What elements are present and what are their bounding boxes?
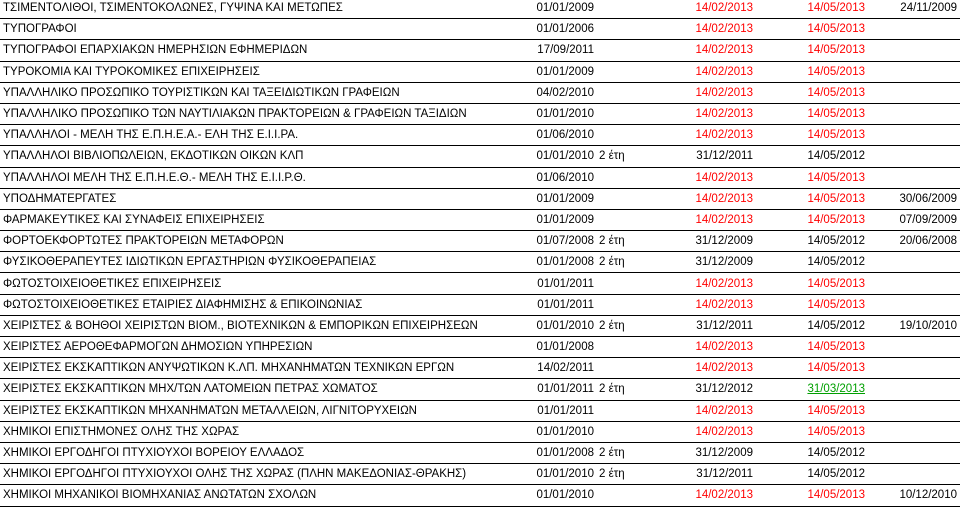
start-date-cell: 01/01/2011 [528, 400, 597, 421]
start-date-cell: 01/01/2011 [528, 273, 597, 294]
start-date-cell: 01/06/2010 [528, 167, 597, 188]
signing-date-cell [868, 19, 960, 40]
duration-cell [597, 125, 639, 146]
expiry-date-cell: 31/12/2011 [639, 146, 756, 167]
signing-date-cell: 07/09/2009 [868, 209, 960, 230]
expiry-date-cell: 31/12/2011 [639, 464, 756, 485]
duration-cell: 2 έτη [597, 464, 639, 485]
start-date-cell: 04/02/2010 [528, 82, 597, 103]
sector-name-cell: ΧΕΙΡΙΣΤΕΣ ΑΕΡΟΘΕΦΑΡΜΟΓΩΝ ΔΗΜΟΣΙΩΝ ΥΠΗΡΕΣΙΩΝ [0, 337, 528, 358]
sector-name-cell: ΧΕΙΡΙΣΤΕΣ ΕΚΣΚΑΠΤΙΚΩΝ ΑΝΥΨΩΤΙΚΩΝ Κ.ΛΠ. ΜΗΧΑΝΗΜΑΤΩΝ ΤΕΧΝΙΚΩΝ ΕΡΓΩΝ [0, 358, 528, 379]
start-date-cell: 01/01/2011 [528, 294, 597, 315]
table-row [0, 337, 960, 358]
start-date-cell: 01/01/2009 [528, 209, 597, 230]
deadline-date-cell: 14/05/2013 [756, 167, 868, 188]
duration-cell [597, 421, 639, 442]
expiry-date-cell: 14/02/2013 [639, 421, 756, 442]
duration-cell [597, 294, 639, 315]
deadline-date-cell: 14/05/2013 [756, 358, 868, 379]
table-row [0, 125, 960, 146]
signing-date-cell [868, 82, 960, 103]
signing-date-cell [868, 442, 960, 463]
duration-cell: 2 έτη [597, 442, 639, 463]
duration-cell: 2 έτη [597, 231, 639, 252]
signing-date-cell [868, 125, 960, 146]
sector-name-cell: ΤΥΠΟΓΡΑΦΟΙ ΕΠΑΡΧΙΑΚΩΝ ΗΜΕΡΗΣΙΩΝ ΕΦΗΜΕΡΙΔΩΝ [0, 40, 528, 61]
sector-name-cell: ΥΠΑΛΛΗΛΟΙ - ΜΕΛΗ ΤΗΣ Ε.Π.Η.Ε.Α.- ΕΛΗ ΤΗΣ Ε.Ι.Ι.ΡΑ. [0, 125, 528, 146]
signing-date-cell [868, 103, 960, 124]
signing-date-cell: 24/11/2009 [868, 0, 960, 19]
start-date-cell: 01/01/2006 [528, 19, 597, 40]
expiry-date-cell: 14/02/2013 [639, 400, 756, 421]
expiry-date-cell: 14/02/2013 [639, 103, 756, 124]
signing-date-cell [868, 358, 960, 379]
duration-cell: 2 έτη [597, 146, 639, 167]
duration-cell [597, 188, 639, 209]
expiry-date-cell: 31/12/2012 [639, 379, 756, 400]
table-row [0, 379, 960, 400]
deadline-date-cell: 14/05/2013 [756, 103, 868, 124]
table-row [0, 188, 960, 209]
start-date-cell: 01/07/2008 [528, 231, 597, 252]
expiry-date-cell: 14/02/2013 [639, 167, 756, 188]
deadline-date-cell: 14/05/2013 [756, 209, 868, 230]
table-row [0, 273, 960, 294]
sector-name-cell: ΥΠΟΔΗΜΑΤΕΡΓΑΤΕΣ [0, 188, 528, 209]
expiry-date-cell: 14/02/2013 [639, 485, 756, 506]
sector-name-cell: ΧΕΙΡΙΣΤΕΣ ΕΚΣΚΑΠΤΙΚΩΝ ΜΗΧΑΝΗΜΑΤΩΝ ΜΕΤΑΛΛΕΙΩΝ, ΛΙΓΝΙΤΟΡΥΧΕΙΩΝ [0, 400, 528, 421]
table-row [0, 209, 960, 230]
expiry-date-cell: 14/02/2013 [639, 61, 756, 82]
expiry-date-cell: 14/02/2013 [639, 209, 756, 230]
table-row [0, 19, 960, 40]
sector-name-cell: ΥΠΑΛΛΗΛΙΚΟ ΠΡΟΣΩΠΙΚΟ ΤΩΝ ΝΑΥΤΙΛΙΑΚΩΝ ΠΡΑΚΤΟΡΕΙΩΝ & ΓΡΑΦΕΙΩΝ ΤΑΞΙΔΙΩΝ [0, 103, 528, 124]
deadline-date-cell: 31/03/2013 [756, 379, 868, 400]
expiry-date-cell: 31/12/2009 [639, 231, 756, 252]
sector-name-cell: ΤΥΠΟΓΡΑΦΟΙ [0, 19, 528, 40]
deadline-date-cell: 14/05/2012 [756, 146, 868, 167]
start-date-cell: 01/01/2009 [528, 61, 597, 82]
table-row [0, 103, 960, 124]
duration-cell [597, 61, 639, 82]
signing-date-cell [868, 252, 960, 273]
signing-date-cell [868, 464, 960, 485]
sector-name-cell: ΤΥΡΟΚΟΜΙΑ ΚΑΙ ΤΥΡΟΚΟΜΙΚΕΣ ΕΠΙΧΕΙΡΗΣΕΙΣ [0, 61, 528, 82]
deadline-date-cell: 14/05/2013 [756, 40, 868, 61]
sector-name-cell: ΧΕΙΡΙΣΤΕΣ ΕΚΣΚΑΠΤΙΚΩΝ ΜΗΧ/ΤΩΝ ΛΑΤΟΜΕΙΩΝ ΠΕΤΡΑΣ ΧΩΜΑΤΟΣ [0, 379, 528, 400]
sector-name-cell: ΦΩΤΟΣΤΟΙΧΕΙΟΘΕΤΙΚΕΣ ΕΤΑΙΡΙΕΣ ΔΙΑΦΗΜΙΣΗΣ & ΕΠΙΚΟΙΝΩΝΙΑΣ [0, 294, 528, 315]
signing-date-cell: 30/06/2009 [868, 188, 960, 209]
table-row [0, 231, 960, 252]
start-date-cell: 14/02/2011 [528, 358, 597, 379]
start-date-cell: 01/01/2008 [528, 252, 597, 273]
signing-date-cell [868, 61, 960, 82]
duration-cell [597, 40, 639, 61]
deadline-date-cell: 14/05/2013 [756, 294, 868, 315]
deadline-date-cell: 14/05/2012 [756, 442, 868, 463]
sector-name-cell: ΧΕΙΡΙΣΤΕΣ & ΒΟΗΘΟΙ ΧΕΙΡΙΣΤΩΝ ΒΙΟΜ., ΒΙΟΤΕΧΝΙΚΩΝ & ΕΜΠΟΡΙΚΩΝ ΕΠΙΧΕΙΡΗΣΕΩΝ [0, 315, 528, 336]
deadline-date-cell: 14/05/2013 [756, 273, 868, 294]
table-row [0, 167, 960, 188]
signing-date-cell [868, 167, 960, 188]
duration-cell [597, 358, 639, 379]
start-date-cell: 01/01/2011 [528, 379, 597, 400]
table-row [0, 464, 960, 485]
signing-date-cell [868, 273, 960, 294]
duration-cell: 2 έτη [597, 252, 639, 273]
deadline-date-cell: 14/05/2013 [756, 0, 868, 19]
start-date-cell: 01/01/2008 [528, 442, 597, 463]
signing-date-cell [868, 379, 960, 400]
sector-name-cell: ΧΗΜΙΚΟΙ ΕΡΓΟΔΗΓΟΙ ΠΤΥΧΙΟΥΧΟΙ ΒΟΡΕΙΟΥ ΕΛΛΑΔΟΣ [0, 442, 528, 463]
expiry-date-cell: 14/02/2013 [639, 40, 756, 61]
sector-name-cell: ΧΗΜΙΚΟΙ ΕΠΙΣΤΗΜΟΝΕΣ ΟΛΗΣ ΤΗΣ ΧΩΡΑΣ [0, 421, 528, 442]
duration-cell [597, 167, 639, 188]
signing-date-cell [868, 294, 960, 315]
sector-name-cell: ΦΩΤΟΣΤΟΙΧΕΙΟΘΕΤΙΚΕΣ ΕΠΙΧΕΙΡΗΣΕΙΣ [0, 273, 528, 294]
signing-date-cell: 19/10/2010 [868, 315, 960, 336]
sector-name-cell: ΧΗΜΙΚΟΙ ΜΗΧΑΝΙΚΟΙ ΒΙΟΜΗΧΑΝΙΑΣ ΑΝΩΤΑΤΩΝ ΣΧΟΛΩΝ [0, 485, 528, 506]
deadline-date-cell: 14/05/2013 [756, 188, 868, 209]
start-date-cell: 01/01/2010 [528, 103, 597, 124]
duration-cell [597, 103, 639, 124]
duration-cell [597, 273, 639, 294]
deadline-date-cell: 14/05/2013 [756, 485, 868, 506]
deadline-date-cell: 14/05/2013 [756, 19, 868, 40]
signing-date-cell [868, 40, 960, 61]
table-row [0, 40, 960, 61]
sector-name-cell: ΤΣΙΜΕΝΤΟΛΙΘΟΙ, ΤΣΙΜΕΝΤΟΚΟΛΩΝΕΣ, ΓΥΨΙΝΑ ΚΑΙ ΜΕΤΩΠΕΣ [0, 0, 528, 19]
table-row [0, 442, 960, 463]
sector-name-cell: ΦΑΡΜΑΚΕΥΤΙΚΕΣ ΚΑΙ ΣΥΝΑΦΕΙΣ ΕΠΙΧΕΙΡΗΣΕΙΣ [0, 209, 528, 230]
table-row [0, 315, 960, 336]
start-date-cell: 01/06/2010 [528, 125, 597, 146]
sector-name-cell: ΥΠΑΛΛΗΛΟΙ ΒΙΒΛΙΟΠΩΛΕΙΩΝ, ΕΚΔΟΤΙΚΩΝ ΟΙΚΩΝ ΚΛΠ [0, 146, 528, 167]
deadline-date-cell: 14/05/2012 [756, 464, 868, 485]
expiry-date-cell: 31/12/2009 [639, 442, 756, 463]
signing-date-cell [868, 400, 960, 421]
sector-name-cell: ΥΠΑΛΛΗΛΙΚΟ ΠΡΟΣΩΠΙΚΟ ΤΟΥΡΙΣΤΙΚΩΝ ΚΑΙ ΤΑΞΕΙΔΙΩΤΙΚΩΝ ΓΡΑΦΕΙΩΝ [0, 82, 528, 103]
start-date-cell: 01/01/2009 [528, 188, 597, 209]
start-date-cell: 01/01/2008 [528, 337, 597, 358]
deadline-date-cell: 14/05/2013 [756, 337, 868, 358]
sector-name-cell: ΥΠΑΛΛΗΛΟΙ ΜΕΛΗ ΤΗΣ Ε.Π.Η.Ε.Θ.- ΜΕΛΗ ΤΗΣ Ε.Ι.Ι.Ρ.Θ. [0, 167, 528, 188]
expiry-date-cell: 14/02/2013 [639, 19, 756, 40]
start-date-cell: 01/01/2010 [528, 146, 597, 167]
expiry-date-cell: 14/02/2013 [639, 0, 756, 19]
deadline-date-cell: 14/05/2012 [756, 231, 868, 252]
table-row [0, 400, 960, 421]
expiry-date-cell: 14/02/2013 [639, 82, 756, 103]
table-row [0, 146, 960, 167]
deadline-date-cell: 14/05/2013 [756, 61, 868, 82]
duration-cell: 2 έτη [597, 379, 639, 400]
signing-date-cell [868, 337, 960, 358]
table-row [0, 294, 960, 315]
table-row [0, 82, 960, 103]
signing-date-cell: 10/12/2010 [868, 485, 960, 506]
table-row [0, 61, 960, 82]
duration-cell [597, 209, 639, 230]
table-row [0, 252, 960, 273]
sector-name-cell: ΧΗΜΙΚΟΙ ΕΡΓΟΔΗΓΟΙ ΠΤΥΧΙΟΥΧΟΙ ΟΛΗΣ ΤΗΣ ΧΩΡΑΣ (ΠΛΗΝ ΜΑΚΕΔΟΝΙΑΣ-ΘΡΑΚΗΣ) [0, 464, 528, 485]
start-date-cell: 17/09/2011 [528, 40, 597, 61]
expiry-date-cell: 14/02/2013 [639, 273, 756, 294]
deadline-date-cell: 14/05/2012 [756, 252, 868, 273]
table-row [0, 485, 960, 506]
deadline-date-cell: 14/05/2013 [756, 421, 868, 442]
expiry-date-cell: 14/02/2013 [639, 358, 756, 379]
duration-cell [597, 0, 639, 19]
start-date-cell: 01/01/2010 [528, 485, 597, 506]
start-date-cell: 01/01/2010 [528, 421, 597, 442]
signing-date-cell [868, 146, 960, 167]
table-row [0, 421, 960, 442]
start-date-cell: 01/01/2010 [528, 464, 597, 485]
table-row [0, 0, 960, 19]
start-date-cell: 01/01/2009 [528, 0, 597, 19]
deadline-date-cell: 14/05/2012 [756, 315, 868, 336]
deadline-date-cell: 14/05/2013 [756, 400, 868, 421]
table-row [0, 358, 960, 379]
sector-name-cell: ΦΟΡΤΟΕΚΦΟΡΤΩΤΕΣ ΠΡΑΚΤΟΡΕΙΩΝ ΜΕΤΑΦΟΡΩΝ [0, 231, 528, 252]
duration-cell [597, 337, 639, 358]
expiry-date-cell: 31/12/2009 [639, 252, 756, 273]
duration-cell [597, 82, 639, 103]
duration-cell [597, 19, 639, 40]
expiry-date-cell: 14/02/2013 [639, 125, 756, 146]
duration-cell [597, 400, 639, 421]
deadline-date-cell: 14/05/2013 [756, 125, 868, 146]
duration-cell [597, 485, 639, 506]
expiry-date-cell: 31/12/2011 [639, 315, 756, 336]
expiry-date-cell: 14/02/2013 [639, 294, 756, 315]
start-date-cell: 01/01/2010 [528, 315, 597, 336]
sector-name-cell: ΦΥΣΙΚΟΘΕΡΑΠΕΥΤΕΣ ΙΔΙΩΤΙΚΩΝ ΕΡΓΑΣΤΗΡΙΩΝ ΦΥΣΙΚΟΘΕΡΑΠΕΙΑΣ [0, 252, 528, 273]
signing-date-cell [868, 421, 960, 442]
expiry-date-cell: 14/02/2013 [639, 188, 756, 209]
signing-date-cell: 20/06/2008 [868, 231, 960, 252]
duration-cell: 2 έτη [597, 315, 639, 336]
deadline-date-cell: 14/05/2013 [756, 82, 868, 103]
expiry-date-cell: 14/02/2013 [639, 337, 756, 358]
